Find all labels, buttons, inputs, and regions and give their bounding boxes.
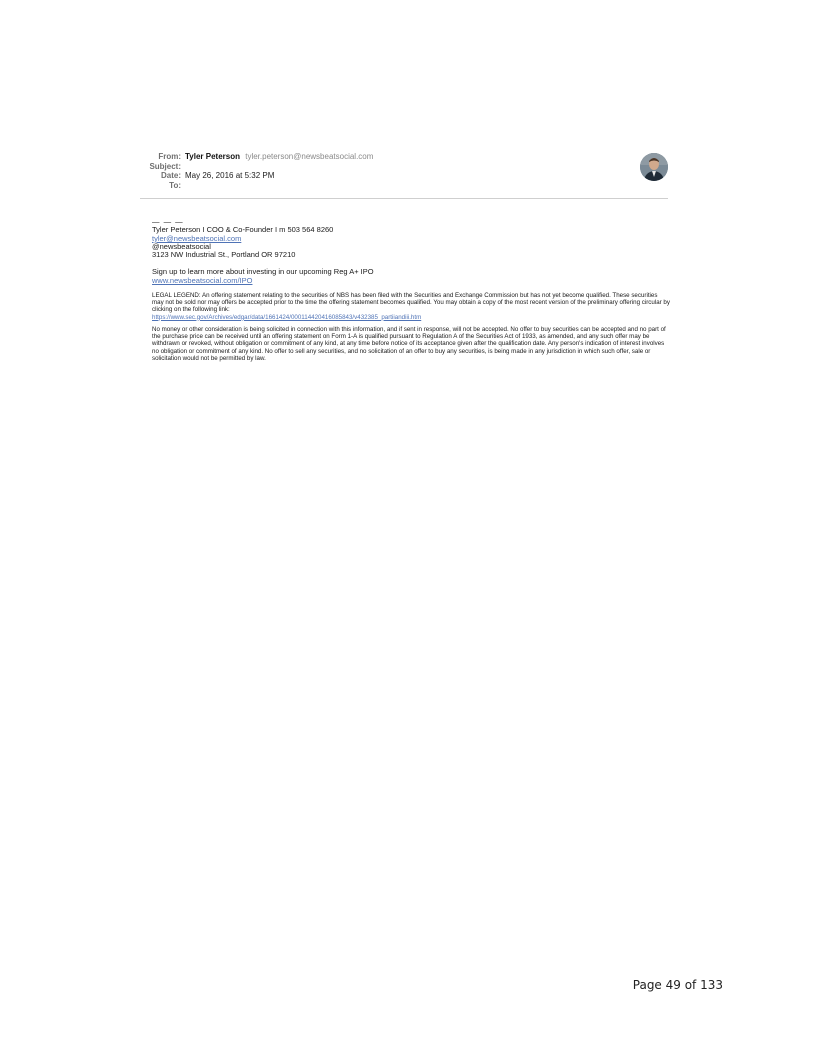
- signature-dashes: — — —: [152, 217, 184, 226]
- from-label: From:: [158, 152, 181, 161]
- legal-disclaimer: No money or other consideration is being solicited in connection with this information, and if sent in response, will not be accepted. No offer to buy securities can be accepted and no part of the purchase price can be received until an offering statement on Form 1-A is qualified pursuant to Regulation A of the Securities Act of 1933, as amended, and any such offer may be withdrawn or revoked, without obligation or commitment of any kind, at any time before notice of its acceptance given after the qualification date. Any person's indication of interest involves no obligation or commitment of any kind. No offer to sell any securities, and no solicitation of an offer to buy any securities, is being made in any jurisdiction in which such offer, sale or solicitation would not be permitted by law.: [152, 325, 666, 362]
- avatar-photo-icon: [640, 153, 668, 181]
- date-label: Date:: [160, 171, 181, 180]
- page-number: Page 49 of 133: [632, 978, 723, 992]
- sender-email[interactable]: tyler.peterson@newsbeatsocial.com: [245, 152, 374, 161]
- signature-title: Tyler Peterson I COO & Co-Founder I m 503 564 8260: [152, 225, 334, 235]
- subject-label: Subject:: [149, 161, 181, 171]
- to-row: [140, 181, 668, 191]
- email-header: [140, 152, 668, 199]
- from-row: [140, 152, 668, 162]
- date-value: May 26, 2016 at 5:32 PM: [185, 171, 275, 180]
- subject-row: [140, 162, 668, 172]
- promo-text: Sign up to learn more about investing in our upcoming Reg A+ IPO: [152, 267, 374, 277]
- sec-filing-link[interactable]: https://www.sec.gov/Archives/edgar/data/1661424/000114420416085843/v432385_partiiandiii.htm: [152, 313, 422, 321]
- legal-legend: LEGAL LEGEND: An offering statement relating to the securities of NBS has been filed with the Securities and Exchange Commission but has not yet become qualified. These securities may not be sold nor may offers be accepted prior to the time the offering statement becomes qualified. You may obtain a copy of the most recent version of the preliminary offering circular by clicking on the following link:: [152, 292, 670, 314]
- sender-avatar: [640, 153, 668, 181]
- sender-name[interactable]: Tyler Peterson: [185, 152, 240, 161]
- email-body: [152, 218, 670, 362]
- promo-link[interactable]: www.newsbeatsocial.com/IPO: [152, 275, 253, 285]
- signature-email-link[interactable]: tyler@newsbeatsocial.com: [152, 233, 242, 243]
- to-label: To:: [169, 180, 181, 190]
- date-row: [140, 171, 668, 181]
- signature-handle: @newsbeatsocial: [152, 241, 211, 251]
- signature-address: 3123 NW Industrial St., Portland OR 97210: [152, 250, 296, 260]
